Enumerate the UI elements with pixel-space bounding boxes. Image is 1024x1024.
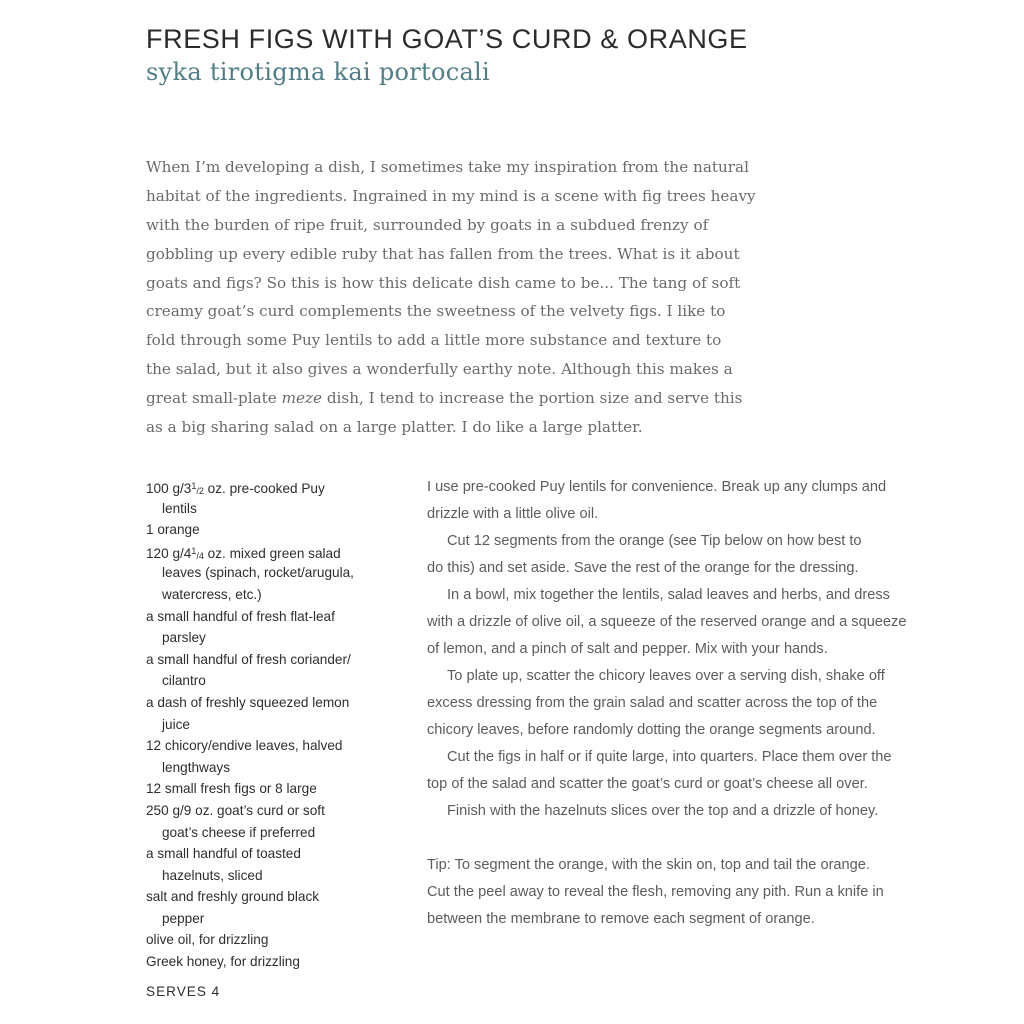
meze-italic: meze <box>281 389 322 408</box>
ingredient-continuation: goat’s cheese if preferred <box>162 824 316 840</box>
ingredient-item: olive oil, for drizzling <box>146 932 269 948</box>
intro-line: gobbling up every edible ruby that has fallen from the trees. What is it about <box>146 244 740 263</box>
ingredient-item: a small handful of toasted <box>146 846 301 862</box>
tip-line: Tip: To segment the orange, with the skin on, top and tail the orange. <box>427 857 870 873</box>
fraction-numerator: 1 <box>191 481 197 491</box>
method-line: I use pre-cooked Puy lentils for convenience. Break up any clumps and <box>427 479 887 495</box>
method-line: Cut the figs in half or if quite large, into quarters. Place them over the <box>447 749 892 765</box>
ingredient-continuation: pepper <box>162 910 205 926</box>
ingredient-continuation: hazelnuts, sliced <box>162 867 263 883</box>
intro-line-start: great small-plate <box>146 389 277 408</box>
ingredient-continuation: leaves (spinach, rocket/arugula, <box>162 565 354 581</box>
tip-section <box>427 852 967 933</box>
ingredient-continuation: cilantro <box>162 673 206 689</box>
method-line: excess dressing from the grain salad and scatter across the top of the <box>427 695 878 711</box>
intro-paragraph <box>146 153 836 442</box>
ingredient-item: 12 small fresh figs or 8 large <box>146 781 317 797</box>
ingredient-item: 12 chicory/endive leaves, halved <box>146 738 343 754</box>
method-line: do this) and set aside. Save the rest of the orange for the dressing. <box>427 560 859 576</box>
tip-line: Cut the peel away to reveal the flesh, removing any pith. Run a knife in <box>427 884 884 900</box>
ingredient-item <box>146 476 406 498</box>
method-line: Finish with the hazelnuts slices over the top and a drizzle of honey. <box>447 803 879 819</box>
ingredient-item: 250 g/9 oz. goat’s curd or soft <box>146 802 325 818</box>
fraction-denominator: /2 <box>196 486 204 496</box>
ingredient-continuation: parsley <box>162 630 206 646</box>
ingredient-continuation: watercress, etc.) <box>162 586 262 602</box>
intro-line: creamy goat’s curd complements the sweetness of the velvety figs. I like to <box>146 302 726 321</box>
intro-line: goats and figs? So this is how this delicate dish came to be... The tang of soft <box>146 273 741 292</box>
method-line: drizzle with a little olive oil. <box>427 506 599 522</box>
ingredient-text: oz. pre-cooked Puy <box>203 481 325 496</box>
method-line: Cut 12 segments from the orange (see Tip below on how best to <box>447 533 862 549</box>
method-line: of lemon, and a pinch of salt and pepper. Mix with your hands. <box>427 641 828 657</box>
method-line: To plate up, scatter the chicory leaves over a serving dish, shake off <box>447 668 885 684</box>
ingredient-continuation: juice <box>162 716 190 732</box>
method-line: chicory leaves, before randomly dotting the orange segments around. <box>427 722 876 738</box>
method-section <box>427 474 967 825</box>
ingredient-item: a dash of freshly squeezed lemon <box>146 694 350 710</box>
method-line: top of the salad and scatter the goat’s curd or goat’s cheese all over. <box>427 776 868 792</box>
ingredient-item: a small handful of fresh coriander/ <box>146 651 351 667</box>
intro-line: with the burden of ripe fruit, surrounded by goats in a subdued frenzy of <box>146 215 709 234</box>
intro-line: When I’m developing a dish, I sometimes take my inspiration from the natural <box>146 158 749 176</box>
method-line: with a drizzle of olive oil, a squeeze of the reserved orange and a squeeze <box>427 614 907 630</box>
ingredient-continuation: lengthways <box>162 759 231 775</box>
fraction-numerator: 1 <box>191 545 197 556</box>
intro-line <box>146 384 836 413</box>
intro-line: as a big sharing salad on a large platter. I do like a large platter. <box>146 418 643 437</box>
intro-line: the salad, but it also gives a wonderfully earthy note. Although this makes a <box>146 360 733 379</box>
intro-line: fold through some Puy lentils to add a little more substance and texture to <box>146 331 722 350</box>
ingredient-item: salt and freshly ground black <box>146 889 320 905</box>
ingredient-continuation: lentils <box>162 500 197 516</box>
ingredient-item <box>146 541 406 563</box>
ingredients-list <box>146 476 406 973</box>
recipe-title: FRESH FIGS WITH GOAT’S CURD & ORANGE <box>146 24 748 54</box>
tip-line: between the membrane to remove each segment of orange. <box>427 911 815 927</box>
ingredient-item: 1 orange <box>146 522 200 538</box>
intro-line-rest: dish, I tend to increase the portion size and serve this <box>322 389 743 408</box>
recipe-subtitle: syka tirotigma kai portocali <box>146 58 491 86</box>
ingredient-text: oz. mixed green salad <box>203 545 341 561</box>
ingredient-qty: 100 g/3 <box>146 481 192 496</box>
intro-line: habitat of the ingredients. Ingrained in my mind is a scene with fig trees heavy <box>146 186 756 205</box>
method-line: In a bowl, mix together the lentils, salad leaves and herbs, and dress <box>447 587 890 603</box>
ingredient-qty: 120 g/4 <box>146 545 192 561</box>
fraction-denominator: /4 <box>196 550 204 561</box>
serves-label: SERVES 4 <box>146 984 221 999</box>
ingredient-item: Greek honey, for drizzling <box>146 954 300 970</box>
ingredient-item: a small handful of fresh flat-leaf <box>146 608 335 624</box>
